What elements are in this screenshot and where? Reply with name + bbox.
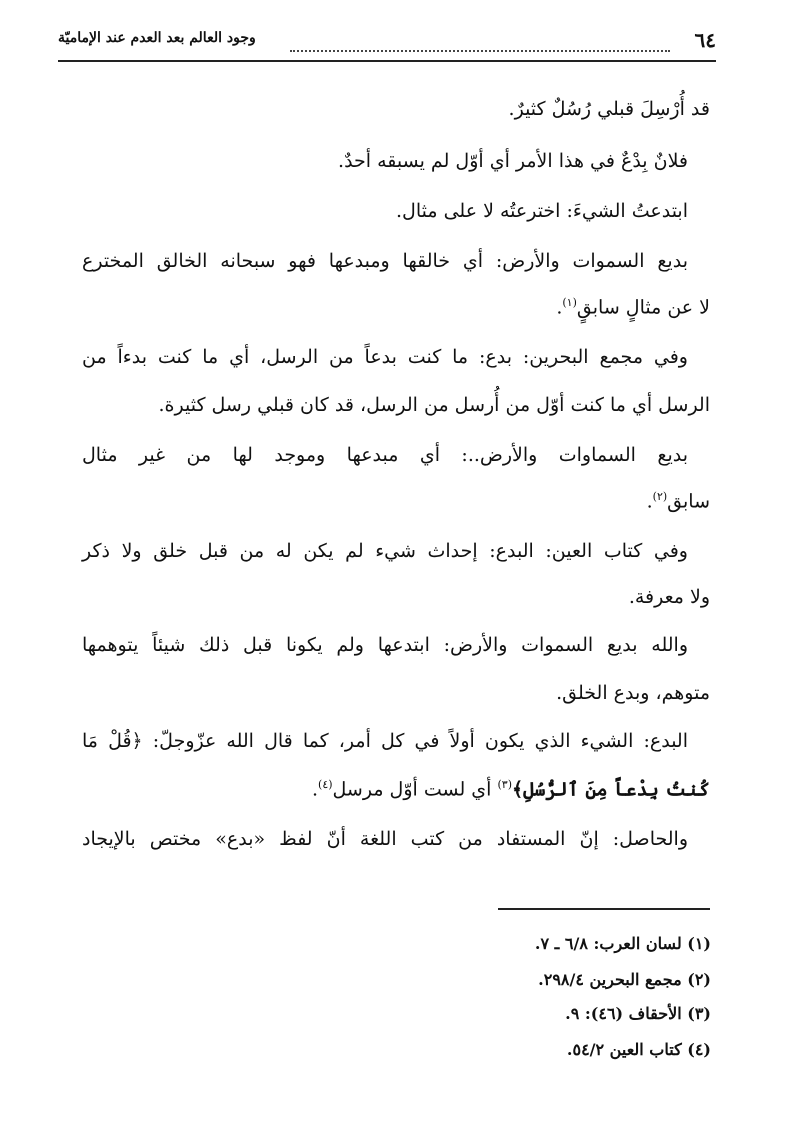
body-line: سابق$^{(٢)}$. [646, 490, 710, 513]
body-line: والحاصل: إنّ المستفاد من كتب اللغة أنّ لفظ «بدع» مختص بالإيجاد [82, 828, 688, 850]
body-line: كُنتُ بِدْعاً مِنَ ٱلرُّسُلِ﴾$^{(٣)}$ أي لست أوّل مرسل$^{(٤)}$. [311, 778, 710, 801]
footnote: (٤) كتاب العين ٥٤/٢. [566, 1040, 711, 1059]
body-line: والله بديع السموات والأرض: ابتدعها ولم يكونا قبل ذلك شيئاً يتوهمها [82, 634, 688, 656]
body-line: قد أُرْسِلَ قبلي رُسُلٌ كثيرٌ. [508, 98, 710, 120]
header-dot-leader [290, 30, 670, 52]
footnote-separator [498, 908, 710, 910]
quran-quote: كُنتُ بِدْعاً مِنَ ٱلرُّسُلِ﴾ [512, 778, 710, 801]
body-line: وفي كتاب العين: البدع: إحداث شيء لم يكن له من قبل خلق ولا ذكر [82, 540, 688, 562]
footnote-marker: (٤) [318, 778, 333, 791]
body-line: متوهم، وبدع الخلق. [556, 682, 710, 704]
footnote: (٢) مجمع البحرين ٢٩٨/٤. [538, 970, 711, 989]
page-number: ٦٤ [694, 28, 716, 52]
body-line: بديع السموات والأرض: أي خالقها ومبدعها فهو سبحانه الخالق المخترع [82, 250, 688, 272]
body-line: ولا معرفة. [628, 586, 710, 608]
body-line: البدع: الشيء الذي يكون أولاً في كل أمر، كما قال الله عزّوجلّ: ﴿قُلْ مَا [82, 730, 688, 752]
body-line: فلانٌ بِدْعٌ في هذا الأمر أي أوّل لم يسبقه أحدٌ. [338, 150, 688, 172]
footnote-marker: (١) [562, 296, 577, 309]
running-title: وجود العالم بعد العدم عند الإماميّة [58, 30, 256, 46]
body-line: الرسل أي ما كنت أوّل من أُرسل من الرسل، قد كان قبلي رسل كثيرة. [158, 394, 710, 416]
footnote-marker: (٣) [497, 778, 513, 791]
body-line: وفي مجمع البحرين: بدع: ما كنت بدعاً من الرسل، أي ما كنت بدءاً من [82, 346, 688, 368]
body-line: ابتدعتُ الشيءَ: اخترعتُه لا على مثال. [396, 200, 688, 222]
page-header [58, 26, 716, 62]
footnote: (١) لسان العرب: ٦/٨ ـ ٧. [534, 934, 711, 953]
footnote: (٣) الأحقاف (٤٦): ٩. [565, 1004, 711, 1023]
footnote-marker: (٢) [652, 490, 668, 503]
body-line: لا عن مثالٍ سابقٍ$^{(١)}$. [556, 296, 710, 319]
body-line: بديع السماوات والأرض..: أي مبدعها وموجد لها من غير مثال [82, 444, 688, 466]
